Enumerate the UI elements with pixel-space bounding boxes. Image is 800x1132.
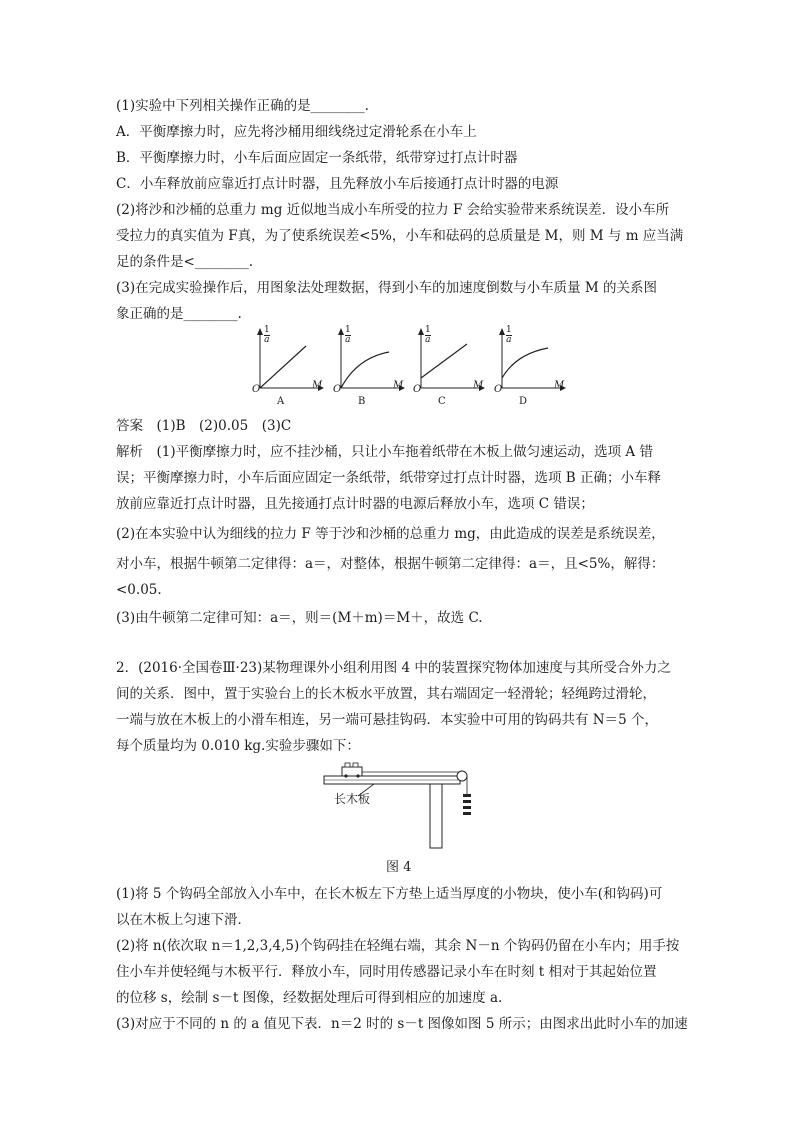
y-arrow <box>257 328 263 335</box>
y-arrow <box>418 328 424 335</box>
cart-weight <box>353 763 358 767</box>
graph-a-ylabel <box>264 326 270 345</box>
step2-line-3: 的位移 s，绘制 s－t 图像，经数据处理后可得到相应的加速度 a. <box>116 990 503 1006</box>
cart-weight <box>345 763 350 767</box>
table-leg <box>430 784 442 848</box>
graph-b-ylabel <box>345 326 351 345</box>
analysis-line-3: 放前应靠近打点计时器，且先接通打点计时器的电源后释放小车，选项 C 错误； <box>116 496 594 512</box>
analysis-line-5: 对小车，根据牛顿第二定律得：a＝，对整体，根据牛顿第二定律得：a＝，且<5%，解得： <box>116 556 665 572</box>
ylabel-den: a <box>264 335 270 345</box>
ylabel-den: a <box>506 335 512 345</box>
ylabel-den: a <box>425 335 431 345</box>
analysis-line-1: 解析 (1)平衡摩擦力时，应不挂沙桶，只让小车拖着纸带在木板上做匀速运动，选项 A 错 <box>116 444 653 460</box>
problem2-line-3: 一端与放在木板上的小滑车相连，另一端可悬挂钩码．本实验中可用的钩码共有 N＝5 个， <box>116 712 658 728</box>
hook-weight <box>463 794 471 797</box>
step2-line-2: 住小车并使轻绳与木板平行．释放小车，同时用传感器记录小车在时刻 t 相对于其起始位置 <box>116 964 657 980</box>
y-arrow <box>499 328 505 335</box>
graph-c-xlabel: M <box>473 380 484 391</box>
graph-c-ylabel <box>425 326 431 345</box>
ylabel-num: 1 <box>506 325 512 335</box>
graph-d-ylabel <box>506 326 512 345</box>
graph-d-origin: O <box>494 384 503 395</box>
graph-a-letter: A <box>277 396 285 407</box>
answer-line: 答案 (1)B (2)0.05 (3)C <box>116 418 292 434</box>
graph-b-xlabel: M <box>393 380 404 391</box>
graph-curve <box>341 352 389 388</box>
hook-weight <box>463 812 471 815</box>
ylabel-num: 1 <box>345 325 351 335</box>
graph-b-letter: B <box>358 396 366 407</box>
graph-d-xlabel: M <box>554 380 565 391</box>
figure-4-caption: 图 4 <box>386 860 412 875</box>
graph-line <box>260 346 306 388</box>
hook-weight <box>463 800 471 803</box>
analysis-line-4: (2)在本实验中认为细线的拉力 F 等于沙和沙桶的总重力 mg，由此造成的误差是系统误差， <box>116 526 665 542</box>
q1-option-a: A．平衡摩擦力时，应先将沙桶用细线绕过定滑轮系在小车上 <box>116 124 477 140</box>
q3-line-1: (3)在完成实验操作后，用图象法处理数据，得到小车的加速度倒数与小车质量 M 的关系图 <box>116 280 658 296</box>
problem2-line-4: 每个质量均为 0.010 kg.实验步骤如下： <box>116 738 360 754</box>
q1-option-c: C．小车释放前应靠近打点计时器，且先释放小车后接通打点计时器的电源 <box>116 176 559 192</box>
graph-d-letter: D <box>519 396 528 407</box>
analysis-line-6: <0.05. <box>116 582 162 598</box>
ylabel-num: 1 <box>264 325 270 335</box>
cart-body <box>342 767 362 776</box>
q1-stem: (1)实验中下列相关操作正确的是________. <box>116 98 369 114</box>
analysis-line-2: 误；平衡摩擦力时，小车后面应固定一条纸带，纸带穿过打点计时器，选项 B 正确；小车释 <box>116 470 662 486</box>
q2-line-1: (2)将沙和沙桶的总重力 mg 近似地当成小车所受的拉力 F 会给实验带来系统误差．设小车所 <box>116 202 670 218</box>
graph-line <box>421 344 467 378</box>
hook-weight <box>463 806 471 809</box>
graph-b-origin: O <box>333 384 342 395</box>
step2-line-1: (2)将 n(依次取 n＝1,2,3,4,5)个钩码挂在轻绳右端，其余 N－n 个钩码仍留在小车内；用手按 <box>116 938 680 954</box>
analysis-line-7: (3)由牛顿第二定律可知：a＝，则＝(M＋m)＝M＋，故选 C. <box>116 610 483 626</box>
graph-curve <box>502 348 548 378</box>
ylabel-num: 1 <box>425 325 431 335</box>
problem2-line-2: 间的关系．图中，置于实验台上的长木板水平放置，其右端固定一轻滑轮；轻绳跨过滑轮， <box>116 686 656 702</box>
q3-line-2: 象正确的是________. <box>116 306 242 322</box>
q2-line-2: 受拉力的真实值为 F真，为了使系统误差<5%，小车和砝码的总质量是 M，则 M 与 m 应当满 <box>116 228 684 244</box>
cart-wheel <box>356 774 359 777</box>
ylabel-den: a <box>345 335 351 345</box>
pulley <box>457 771 467 781</box>
step3-line-1: (3)对应于不同的 n 的 a 值见下表．n＝2 时的 s－t 图像如图 5 所示；由图求出此时小车的加速 <box>116 1016 688 1032</box>
graph-a-origin: O <box>252 384 261 395</box>
cart-wheel <box>344 774 347 777</box>
step1-line-2: 以在木板上匀速下滑． <box>116 912 251 928</box>
q2-line-3: 足的条件是<________. <box>116 254 254 270</box>
y-arrow <box>338 328 344 335</box>
problem2-line-1: 2．(2016·全国卷Ⅲ·23)某物理课外小组利用图 4 中的装置探究物体加速度与其所受合外力之 <box>116 660 671 676</box>
step1-line-1: (1)将 5 个钩码全部放入小车中，在长木板左下方垫上适当厚度的小物块，使小车(和钩码)可 <box>116 886 663 902</box>
graph-c-origin: O <box>413 384 422 395</box>
graph-c-letter: C <box>438 396 446 407</box>
graph-a-xlabel: M <box>312 380 323 391</box>
q1-option-b: B．平衡摩擦力时，小车后面应固定一条纸带，纸带穿过打点计时器 <box>116 150 518 166</box>
board-label: 长木板 <box>334 792 371 806</box>
